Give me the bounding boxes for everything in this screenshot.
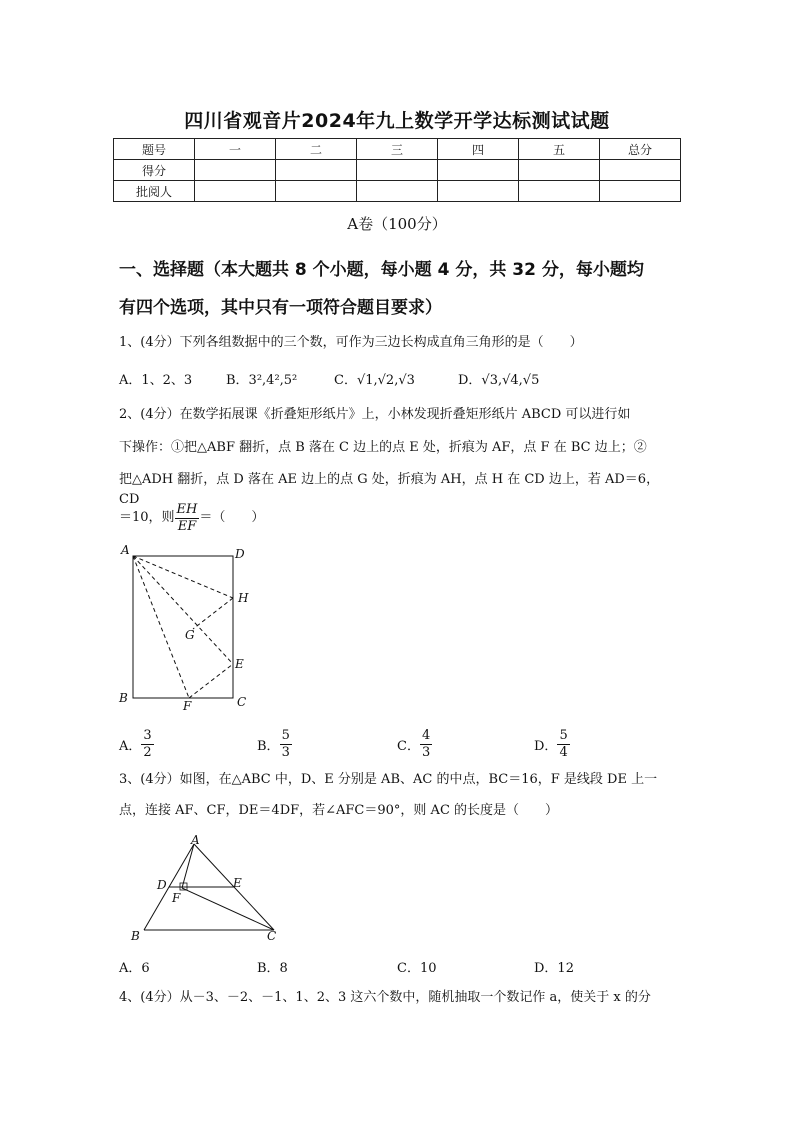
q2-option-b-den: 3 (281, 744, 290, 760)
score-input-cell[interactable] (195, 160, 276, 181)
label-d: D (235, 547, 245, 561)
question-2-line1: 2、(4分）在数学拓展课《折叠矩形纸片》上，小林发现折叠矩形纸片 ABCD 可以进行如 (119, 407, 631, 422)
q2-option-a-letter: A． (119, 738, 142, 754)
section-a-title: A卷（100分） (347, 215, 447, 233)
q1-option-b[interactable]: B．3²,4²,5² (226, 373, 298, 388)
label-f: F (172, 891, 181, 905)
part1-heading-line1: 一、选择题（本大题共 8 个小题，每小题 4 分，共 32 分，每小题均 (119, 260, 644, 280)
table-cell: 题号 (114, 139, 195, 160)
score-input-cell[interactable] (519, 160, 600, 181)
q2-fraction-numerator: EH (176, 501, 198, 517)
score-input-cell[interactable] (276, 181, 357, 202)
table-cell: 二 (276, 139, 357, 160)
score-input-cell[interactable] (600, 181, 681, 202)
label-a: A (121, 543, 130, 557)
score-input-cell[interactable] (357, 160, 438, 181)
q2-option-c-letter: C． (397, 738, 420, 754)
question-1-options (119, 369, 679, 391)
page-title: 四川省观音片2024年九上数学开学达标测试试题 (184, 110, 610, 132)
q3-option-c[interactable]: C．10 (397, 961, 437, 976)
q2-option-a[interactable] (119, 724, 154, 764)
label-a: A (191, 833, 200, 847)
q2-option-c[interactable] (397, 724, 432, 764)
question-3-options (119, 957, 679, 979)
score-input-cell[interactable] (195, 181, 276, 202)
question-2-line4 (119, 498, 679, 538)
label-e: E (233, 876, 242, 890)
score-input-cell[interactable] (357, 181, 438, 202)
fold-line-ah (133, 556, 233, 598)
question-2-line2: 下操作：①把△ABF 翻折，点 B 落在 C 边上的点 E 处，折痕为 AF，点 F 在 BC 边上；② (119, 440, 647, 455)
q1-option-a[interactable]: A．1、2、3 (119, 373, 193, 388)
question-3-line1: 3、(4分）如图，在△ABC 中，D、E 分别是 AB、AC 的中点，BC＝16，F 是线段 DE 上一 (119, 772, 658, 787)
table-cell: 批阅人 (114, 181, 195, 202)
label-c: C (237, 695, 247, 709)
q3-option-d[interactable]: D．12 (534, 961, 574, 976)
q3-option-b[interactable]: B．8 (257, 961, 288, 976)
label-b: B (131, 929, 140, 943)
segment-cf (182, 888, 274, 930)
q3-figure-triangle (128, 832, 288, 944)
question-2-options (119, 724, 679, 764)
score-input-cell[interactable] (438, 181, 519, 202)
q2-option-b-letter: B． (257, 738, 280, 754)
table-row (114, 160, 681, 181)
q2-option-c-den: 3 (421, 744, 431, 760)
q2-option-b-num: 5 (281, 727, 290, 743)
table-cell: 五 (519, 139, 600, 160)
fold-line-fe (189, 664, 233, 698)
segment-af (182, 844, 194, 888)
score-input-cell[interactable] (438, 160, 519, 181)
q2-option-d-letter: D． (534, 738, 558, 754)
q2-option-d-den: 4 (559, 744, 568, 760)
table-cell: 得分 (114, 160, 195, 181)
q2-fraction (175, 502, 200, 535)
fold-line-ae (133, 556, 233, 664)
score-table (113, 138, 681, 202)
q2-line4-prefix: ＝10，则 (119, 510, 175, 525)
q2-option-a-den: 2 (143, 744, 152, 760)
question-1-text: 1、(4分）下列各组数据中的三个数，可作为三边长构成直角三角形的是（ ） (119, 335, 583, 350)
q1-option-c[interactable]: C．√1,√2,√3 (334, 373, 415, 388)
q2-fraction-denominator: EF (177, 518, 197, 534)
table-row (114, 139, 681, 160)
q2-option-d[interactable] (534, 724, 570, 764)
label-g: G (185, 628, 195, 642)
label-e: E (235, 657, 244, 671)
table-row (114, 181, 681, 202)
part1-heading-line2: 有四个选项，其中只有一项符合题目要求） (119, 298, 442, 318)
fold-line-af (133, 556, 189, 698)
q3-option-a[interactable]: A．6 (119, 961, 150, 976)
label-f: F (183, 699, 192, 712)
score-input-cell[interactable] (276, 160, 357, 181)
q1-option-d[interactable]: D．√3,√4,√5 (458, 373, 540, 388)
table-cell: 四 (438, 139, 519, 160)
question-3-line2: 点，连接 AF、CF，DE＝4DF，若∠AFC＝90°，则 AC 的长度是（ ） (119, 803, 559, 818)
label-c: C (267, 929, 277, 943)
label-h: H (238, 591, 249, 605)
q2-figure-rectangle (113, 540, 273, 712)
table-cell: 三 (357, 139, 438, 160)
label-b: B (119, 691, 128, 705)
question-4-line1: 4、(4分）从－3、－2、－1、1、2、3 这六个数中，随机抽取一个数记作 a，使关于 x 的分 (119, 990, 651, 1005)
label-d: D (157, 878, 167, 892)
question-2-line3: 把△ADH 翻折，点 D 落在 AE 边上的点 G 处，折痕为 AH，点 H 在 CD 边上，若 AD＝6，CD (119, 472, 660, 507)
q2-line4-suffix: ＝（ ） (199, 510, 265, 525)
rectangle-abcd (133, 556, 233, 698)
q2-option-d-num: 5 (559, 727, 568, 743)
table-cell: 总分 (600, 139, 681, 160)
score-input-cell[interactable] (600, 160, 681, 181)
table-cell: 一 (195, 139, 276, 160)
fold-line-hg (193, 598, 233, 629)
q2-option-c-num: 4 (421, 727, 431, 743)
q2-option-b[interactable] (257, 724, 292, 764)
q2-option-a-num: 3 (143, 727, 152, 743)
score-input-cell[interactable] (519, 181, 600, 202)
